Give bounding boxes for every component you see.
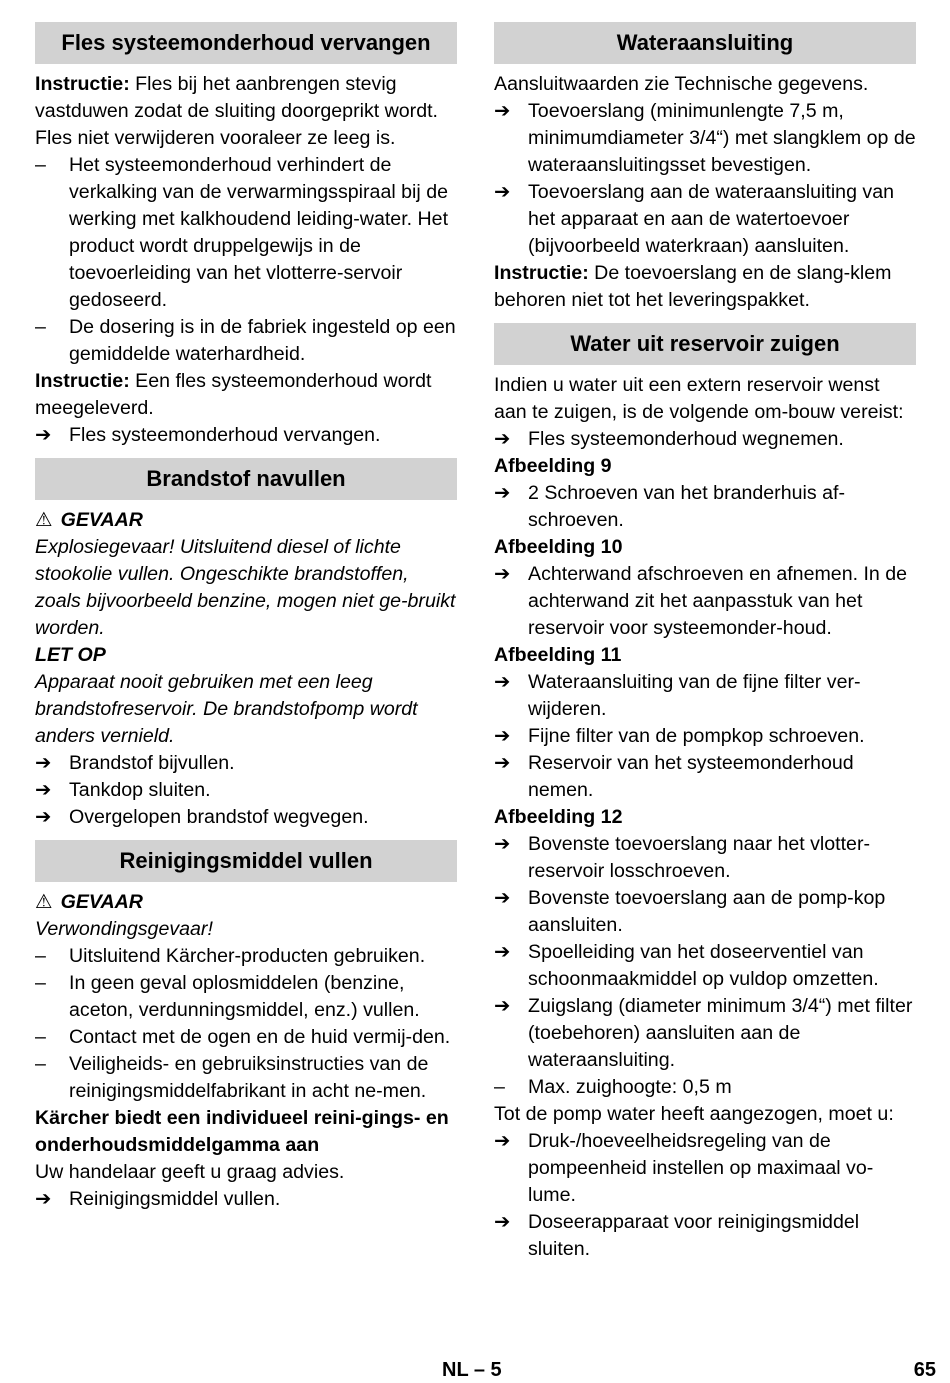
- step-text: Tankdop sluiten.: [69, 779, 211, 801]
- arrow-icon: ➔: [494, 1130, 511, 1152]
- warning-triangle-icon: ⚠: [35, 891, 53, 913]
- dash-text: De dosering is in de fabriek ingesteld op een gemiddelde waterhardheid.: [69, 316, 456, 365]
- step-text: Druk-/hoeveelheidsregeling van de pompeenheid instellen op maximaal vo-lume.: [528, 1130, 874, 1206]
- dash-text: Het systeemonderhoud verhindert de verkalking van de verwarmingsspiraal bij de werking met kalkhoudend leiding-water. Het product wordt druppelgewijs in de toevoerleiding van het vlotterre-servoir gedoseerd.: [69, 154, 449, 311]
- instruction-paragraph: [35, 71, 457, 152]
- body-text: Tot de pomp water heeft aangezogen, moet u:: [494, 1103, 894, 1125]
- instruction-paragraph: [494, 260, 916, 314]
- step-text: Brandstof bijvullen.: [69, 752, 235, 774]
- figure-reference: Afbeelding 12: [494, 806, 623, 828]
- arrow-icon: ➔: [35, 779, 52, 801]
- step-text: Toevoerslang (minimunlengte 7,5 m, minimumdiameter 3/4“) met slangklem op de wateraansluitingsset bevestigen.: [528, 100, 916, 176]
- danger-heading: [35, 507, 457, 534]
- section-heading-brandstof-navullen: Brandstof navullen: [35, 458, 457, 500]
- step-text: Zuigslang (diameter minimum 3/4“) met filter (toebehoren) aansluiten aan de wateraansluiting.: [528, 995, 913, 1071]
- danger-heading: [35, 889, 457, 916]
- instruction-text: Fles bij het aanbrengen stevig vastduwen zodat de sluiting doorgeprikt wordt. Fles niet verwijderen vooraleer ze leeg is.: [35, 73, 438, 149]
- step-item: [494, 939, 916, 993]
- footer-section-label: NL – 5: [442, 1359, 502, 1381]
- step-item: [35, 804, 457, 831]
- danger-label: GEVAAR: [60, 509, 143, 531]
- dash-item: [35, 943, 457, 970]
- dash-marker: –: [35, 1053, 46, 1075]
- arrow-icon: ➔: [494, 833, 511, 855]
- step-text: Overgelopen brandstof wegvegen.: [69, 806, 369, 828]
- step-item: [35, 1186, 457, 1213]
- step-text: Doseerapparaat voor reinigingsmiddel sluiten.: [528, 1211, 860, 1260]
- step-item: [494, 831, 916, 885]
- dash-marker: –: [35, 316, 46, 338]
- danger-text: Explosiegevaar! Uitsluitend diesel of lichte stookolie vullen. Ongeschikte brandstoffen, zoals bijvoorbeeld benzine, mogen niet ge-bruikt worden.: [35, 536, 456, 639]
- arrow-icon: ➔: [494, 181, 511, 203]
- step-item: [494, 993, 916, 1074]
- step-item: [494, 750, 916, 804]
- arrow-icon: ➔: [35, 424, 52, 446]
- danger-text: Verwondingsgevaar!: [35, 918, 213, 940]
- dash-text: Contact met de ogen en de huid vermij-den.: [69, 1026, 451, 1048]
- step-text: 2 Schroeven van het branderhuis af-schroeven.: [528, 482, 845, 531]
- section-heading-reinigingsmiddel-vullen: Reinigingsmiddel vullen: [35, 840, 457, 882]
- danger-label: GEVAAR: [60, 891, 143, 913]
- dash-marker: –: [35, 154, 46, 176]
- body-text: Aansluitwaarden zie Technische gegevens.: [494, 73, 869, 95]
- left-column: [35, 22, 457, 1213]
- step-item: [35, 750, 457, 777]
- instruction-paragraph: [35, 368, 457, 422]
- step-text: Bovenste toevoerslang naar het vlotter-reservoir losschroeven.: [528, 833, 871, 882]
- dash-text: Veiligheids- en gebruiksinstructies van de reinigingsmiddelfabrikant in acht ne-men.: [69, 1053, 429, 1102]
- dash-item: [494, 1074, 916, 1101]
- step-item: [494, 885, 916, 939]
- step-item: [35, 422, 457, 449]
- step-item: [494, 179, 916, 260]
- dash-text: Max. zuighoogte: 0,5 m: [528, 1076, 732, 1098]
- arrow-icon: ➔: [494, 725, 511, 747]
- dash-marker: –: [494, 1076, 505, 1098]
- dash-item: [35, 1024, 457, 1051]
- dash-item: [35, 314, 457, 368]
- step-item: [494, 561, 916, 642]
- step-text: Spoelleiding van het doseerventiel van schoonmaakmiddel op vuldop omzetten.: [528, 941, 879, 990]
- arrow-icon: ➔: [35, 806, 52, 828]
- figure-reference: Afbeelding 9: [494, 455, 612, 477]
- figure-reference: Afbeelding 10: [494, 536, 623, 558]
- arrow-icon: ➔: [494, 428, 511, 450]
- warning-triangle-icon: ⚠: [35, 509, 53, 531]
- right-column: [494, 22, 916, 1263]
- arrow-icon: ➔: [494, 563, 511, 585]
- arrow-icon: ➔: [494, 482, 511, 504]
- step-text: Fles systeemonderhoud vervangen.: [69, 424, 381, 446]
- arrow-icon: ➔: [494, 887, 511, 909]
- arrow-icon: ➔: [494, 671, 511, 693]
- step-text: Reservoir van het systeemonderhoud nemen.: [528, 752, 854, 801]
- step-text: Fijne filter van de pompkop schroeven.: [528, 725, 865, 747]
- figure-reference: Afbeelding 11: [494, 644, 622, 666]
- dash-marker: –: [35, 972, 46, 994]
- step-item: [494, 480, 916, 534]
- dash-item: [35, 970, 457, 1024]
- dash-marker: –: [35, 1026, 46, 1048]
- section-heading-fles-systeemonderhoud: Fles systeemonderhoud vervangen: [35, 22, 457, 64]
- instruction-label: Instructie:: [35, 73, 130, 95]
- dash-text: Uitsluitend Kärcher-producten gebruiken.: [69, 945, 426, 967]
- caution-label: LET OP: [35, 644, 106, 666]
- arrow-icon: ➔: [494, 1211, 511, 1233]
- arrow-icon: ➔: [35, 1188, 52, 1210]
- dash-item: [35, 1051, 457, 1105]
- section-heading-water-uit-reservoir: Water uit reservoir zuigen: [494, 323, 916, 365]
- instruction-text: De toevoerslang en de slang-klem behoren niet tot het leveringspakket.: [494, 262, 892, 311]
- arrow-icon: ➔: [494, 941, 511, 963]
- step-item: [35, 777, 457, 804]
- arrow-icon: ➔: [35, 752, 52, 774]
- arrow-icon: ➔: [494, 100, 511, 122]
- page-number: 65: [913, 1359, 936, 1381]
- step-text: Achterwand afschroeven en afnemen. In de achterwand zit het aanpasstuk van het reservoir voor systeemonder-houd.: [528, 563, 908, 639]
- section-heading-wateraansluiting: Wateraansluiting: [494, 22, 916, 64]
- body-text: Uw handelaar geeft u graag advies.: [35, 1161, 345, 1183]
- arrow-icon: ➔: [494, 995, 511, 1017]
- arrow-icon: ➔: [494, 752, 511, 774]
- step-item: [494, 669, 916, 723]
- step-item: [494, 723, 916, 750]
- dash-text: In geen geval oplosmiddelen (benzine, aceton, verdunningsmiddel, enz.) vullen.: [69, 972, 420, 1021]
- step-item: [494, 1209, 916, 1263]
- step-item: [494, 98, 916, 179]
- instruction-label: Instructie:: [35, 370, 130, 392]
- dash-marker: –: [35, 945, 46, 967]
- step-item: [494, 426, 916, 453]
- instruction-label: Instructie:: [494, 262, 589, 284]
- bold-note: Kärcher biedt een individueel reini-gings- en onderhoudsmiddelgamma aan: [35, 1107, 449, 1156]
- dash-item: [35, 152, 457, 314]
- instruction-text: Een fles systeemonderhoud wordt meegeleverd.: [35, 370, 432, 419]
- step-text: Toevoerslang aan de wateraansluiting van het apparaat en aan de watertoevoer (bijvoorbeeld waterkraan) aansluiten.: [528, 181, 894, 257]
- body-text: Indien u water uit een extern reservoir wenst aan te zuigen, is de volgende om-bouw vereist:: [494, 374, 904, 423]
- step-text: Reinigingsmiddel vullen.: [69, 1188, 281, 1210]
- caution-text: Apparaat nooit gebruiken met een leeg brandstofreservoir. De brandstofpomp wordt anders vernield.: [35, 671, 418, 747]
- step-item: [494, 1128, 916, 1209]
- step-text: Fles systeemonderhoud wegnemen.: [528, 428, 844, 450]
- step-text: Bovenste toevoerslang aan de pomp-kop aansluiten.: [528, 887, 886, 936]
- step-text: Wateraansluiting van de fijne filter ver-wijderen.: [528, 671, 861, 720]
